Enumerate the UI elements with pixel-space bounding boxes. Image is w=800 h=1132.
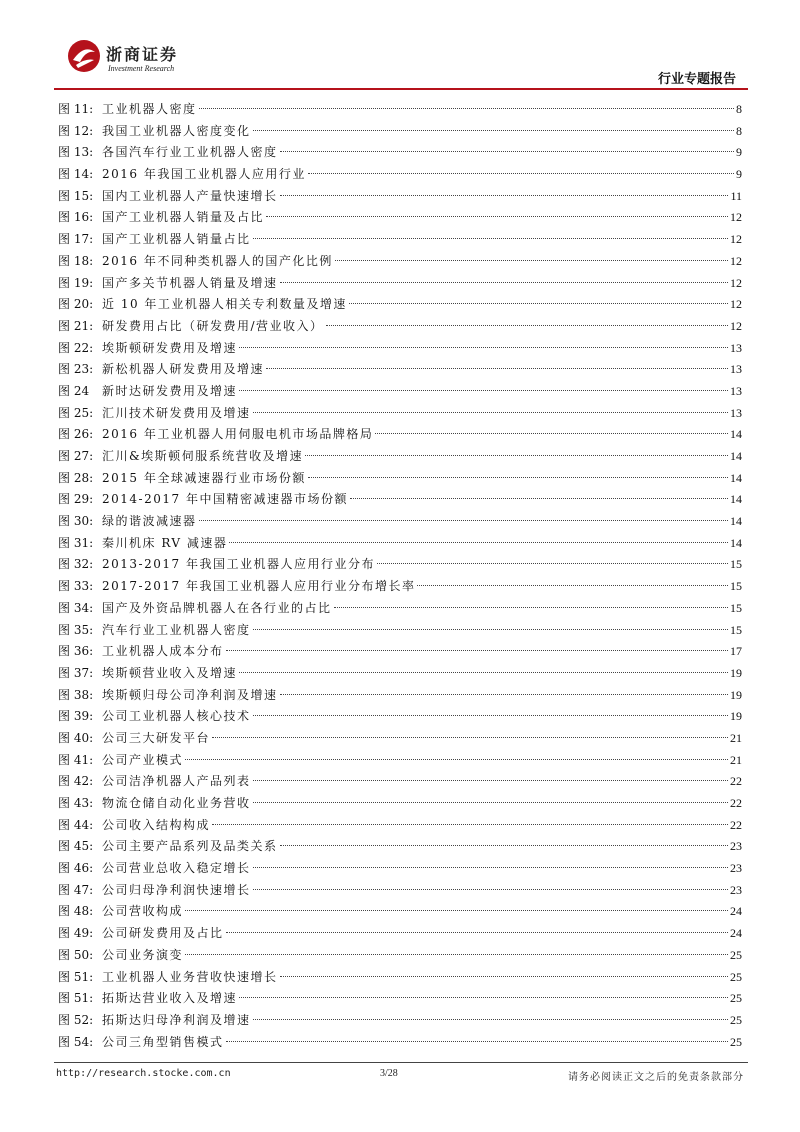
toc-entry-title: 埃斯顿营业收入及增速 xyxy=(102,665,238,680)
toc-entry-leader xyxy=(226,1041,728,1042)
toc-entry-title: 公司研发费用及占比 xyxy=(102,926,224,941)
toc-entry-title: 埃斯顿研发费用及增速 xyxy=(102,340,238,355)
toc-entry-page: 14 xyxy=(730,449,742,463)
toc-entry-title: 埃斯顿归母公司净利润及增速 xyxy=(102,687,278,702)
toc-entry-title: 物流仓储自动化业务营收 xyxy=(102,796,251,810)
toc-entry-leader xyxy=(308,173,734,174)
toc-entry[interactable] xyxy=(58,229,742,251)
toc-entry[interactable] xyxy=(58,294,742,316)
toc-entry-page: 14 xyxy=(730,427,742,442)
toc-entry[interactable] xyxy=(58,923,742,945)
toc-entry-title: 新时达研发费用及增速 xyxy=(102,383,238,398)
toc-entry-label: 图 41: xyxy=(58,752,94,767)
toc-entry-page: 15 xyxy=(730,579,742,594)
toc-entry[interactable] xyxy=(58,685,742,707)
toc-entry-label: 图 32: xyxy=(58,557,94,572)
toc-entry-title: 2016 年我国工业机器人应用行业 xyxy=(102,167,306,182)
toc-entry[interactable] xyxy=(58,511,742,533)
toc-entry[interactable] xyxy=(58,99,742,121)
toc-entry-page: 8 xyxy=(736,102,742,116)
toc-entry-label: 图 40: xyxy=(58,730,94,745)
toc-entry-page: 13 xyxy=(730,362,742,377)
toc-entry-page: 19 xyxy=(730,687,742,702)
toc-entry[interactable] xyxy=(58,403,742,425)
toc-entry[interactable] xyxy=(58,207,742,229)
toc-entry-page: 19 xyxy=(730,665,742,680)
toc-entry-label: 图 27: xyxy=(58,449,94,463)
toc-entry-leader xyxy=(199,520,728,521)
toc-entry-page: 9 xyxy=(736,145,742,160)
toc-entry-label: 图 46: xyxy=(58,861,94,876)
toc-entry-leader xyxy=(239,997,728,998)
toc-entry-label: 图 36: xyxy=(58,644,94,659)
toc-entry-page: 13 xyxy=(730,383,742,398)
toc-entry[interactable] xyxy=(58,901,742,923)
toc-entry-page: 9 xyxy=(736,167,742,182)
toc-entry-leader xyxy=(280,151,734,152)
toc-entry-label: 图 44: xyxy=(58,817,94,832)
toc-entry[interactable] xyxy=(58,381,742,403)
toc-entry-title: 2016 年不同种类机器人的国产化比例 xyxy=(102,253,333,268)
toc-entry-leader xyxy=(226,650,728,651)
toc-entry-label: 图 47: xyxy=(58,882,94,897)
toc-entry[interactable] xyxy=(58,468,742,490)
toc-entry-leader xyxy=(185,759,728,760)
toc-entry-page: 15 xyxy=(730,600,742,615)
toc-entry-leader xyxy=(226,932,728,933)
toc-entry-leader xyxy=(185,954,728,955)
toc-entry-title: 国产及外资品牌机器人在各行业的占比 xyxy=(102,600,332,615)
toc-entry-label: 图 31: xyxy=(58,535,94,550)
toc-entry[interactable] xyxy=(58,988,742,1010)
toc-entry-leader xyxy=(349,303,728,304)
toc-entry-leader xyxy=(212,737,728,738)
toc-entry-page: 15 xyxy=(730,622,742,637)
toc-entry-page: 12 xyxy=(730,297,742,312)
toc-entry[interactable] xyxy=(58,1032,742,1054)
toc-entry-leader xyxy=(239,347,728,348)
toc-entry-title: 公司收入结构构成 xyxy=(102,817,211,832)
toc-entry-label: 图 21: xyxy=(58,318,94,333)
toc-entry[interactable] xyxy=(58,489,742,511)
toc-entry-title: 工业机器人成本分布 xyxy=(102,644,224,659)
toc-entry-label: 图 39: xyxy=(58,709,94,724)
toc-entry-title: 拓斯达归母净利润及增速 xyxy=(102,1012,251,1027)
toc-entry[interactable] xyxy=(58,598,742,620)
toc-entry-leader xyxy=(253,412,728,413)
toc-entry-title: 公司三大研发平台 xyxy=(102,730,211,745)
toc-entry-page: 25 xyxy=(730,1012,742,1027)
toc-entry-leader xyxy=(239,672,728,673)
toc-entry-label: 图 15: xyxy=(58,188,94,203)
toc-entry[interactable] xyxy=(58,446,742,468)
toc-entry-title: 工业机器人业务营收快速增长 xyxy=(102,969,278,984)
toc-entry-label: 图 12: xyxy=(58,123,94,138)
toc-entry-page: 24 xyxy=(730,926,742,941)
toc-entry-title: 各国汽车行业工业机器人密度 xyxy=(102,145,278,160)
toc-entry-label: 图 13: xyxy=(58,145,94,160)
toc-entry[interactable] xyxy=(58,793,742,815)
toc-entry-label: 图 54: xyxy=(58,1034,94,1049)
toc-entry-page: 13 xyxy=(730,405,742,420)
footer-divider xyxy=(54,1062,748,1063)
toc-entry-page: 12 xyxy=(730,318,742,333)
toc-entry-label: 图 14: xyxy=(58,167,94,182)
toc-entry-title: 公司三角型销售模式 xyxy=(102,1034,224,1049)
company-name: 浙商证券 xyxy=(106,45,179,64)
toc-entry-page: 23 xyxy=(730,839,742,854)
toc-entry-label: 图 28: xyxy=(58,470,94,485)
toc-entry-page: 21 xyxy=(730,752,742,767)
toc-entry-page: 12 xyxy=(730,253,742,268)
toc-entry-leader xyxy=(253,889,728,890)
toc-entry-title: 公司业务演变 xyxy=(102,947,184,962)
toc-entry-leader xyxy=(253,780,728,781)
toc-entry-title: 国产工业机器人销量及占比 xyxy=(102,210,265,225)
toc-entry[interactable] xyxy=(58,815,742,837)
toc-entry-label: 图 37: xyxy=(58,665,94,680)
toc-entry-label: 图 20: xyxy=(58,297,94,312)
toc-entry-page: 21 xyxy=(730,730,742,745)
toc-entry-label: 图 22: xyxy=(58,340,94,355)
toc-entry-leader xyxy=(280,282,728,283)
toc-entry-title: 公司产业模式 xyxy=(102,752,184,767)
footer-url[interactable]: http://research.stocke.com.cn xyxy=(56,1068,231,1079)
toc-entry-label: 图 48: xyxy=(58,904,94,919)
toc-entry-label: 图 30: xyxy=(58,514,94,529)
toc-entry-page: 12 xyxy=(730,210,742,225)
toc-entry-label: 图 33: xyxy=(58,579,94,594)
toc-entry-leader xyxy=(350,498,728,499)
toc-entry-title: 国产多关节机器人销量及增速 xyxy=(102,275,278,290)
toc-entry[interactable] xyxy=(58,858,742,880)
toc-entry[interactable] xyxy=(58,273,742,295)
toc-entry-label: 图 43: xyxy=(58,796,94,810)
toc-entry-leader xyxy=(266,216,728,217)
toc-entry[interactable] xyxy=(58,424,742,446)
toc-entry[interactable] xyxy=(58,164,742,186)
toc-entry-label: 图 29: xyxy=(58,492,94,507)
toc-entry-leader xyxy=(326,325,728,326)
toc-entry-page: 23 xyxy=(730,882,742,897)
toc-entry-page: 25 xyxy=(730,947,742,962)
toc-entry[interactable] xyxy=(58,338,742,360)
toc-entry-page: 25 xyxy=(730,969,742,984)
toc-entry[interactable] xyxy=(58,142,742,164)
toc-entry-leader xyxy=(253,238,728,239)
toc-entry-page: 24 xyxy=(730,904,742,919)
toc-entry-page: 25 xyxy=(730,1034,742,1049)
toc-entry-label: 图 18: xyxy=(58,253,94,268)
toc-entry-label: 图 51: xyxy=(58,969,94,984)
toc-entry-page: 17 xyxy=(730,644,742,659)
toc-entry[interactable] xyxy=(58,945,742,967)
toc-entry-leader xyxy=(335,260,728,261)
toc-entry-leader xyxy=(253,802,728,803)
report-type: 行业专题报告 xyxy=(657,72,736,87)
toc-entry-title: 汇川&埃斯顿伺服系统营收及增速 xyxy=(102,449,304,463)
toc-entry-title: 2015 年全球减速器行业市场份额 xyxy=(102,470,306,485)
toc-entry-leader xyxy=(185,910,728,911)
toc-entry-page: 13 xyxy=(730,340,742,355)
toc-entry[interactable] xyxy=(58,316,742,338)
toc-entry-title: 新松机器人研发费用及增速 xyxy=(102,362,265,377)
toc-entry-title: 近 10 年工业机器人相关专利数量及增速 xyxy=(102,297,347,312)
toc-entry-page: 11 xyxy=(730,188,742,203)
toc-entry-title: 绿的谐波减速器 xyxy=(102,514,197,529)
toc-entry-leader xyxy=(375,433,728,434)
toc-entry[interactable] xyxy=(58,641,742,663)
toc-entry[interactable] xyxy=(58,121,742,143)
toc-entry-label: 图 26: xyxy=(58,427,94,442)
toc-entry-leader xyxy=(253,130,734,131)
toc-entry[interactable] xyxy=(58,663,742,685)
toc-entry-page: 14 xyxy=(730,514,742,529)
toc-entry-label: 图 38: xyxy=(58,687,94,702)
toc-entry-title: 公司主要产品系列及品类关系 xyxy=(102,839,278,854)
toc-entry-title: 我国工业机器人密度变化 xyxy=(102,123,251,138)
toc-entry[interactable] xyxy=(58,836,742,858)
company-subtitle: Investment Research xyxy=(108,64,175,73)
toc-entry[interactable] xyxy=(58,186,742,208)
toc-entry-leader xyxy=(253,867,728,868)
toc-entry-leader xyxy=(266,368,728,369)
toc-entry-label: 图 49: xyxy=(58,926,94,941)
toc-entry-leader xyxy=(199,108,734,109)
toc-entry-page: 22 xyxy=(730,796,742,810)
toc-entry-title: 2014-2017 年中国精密减速器市场份额 xyxy=(102,492,348,507)
toc-entry-title: 秦川机床 RV 减速器 xyxy=(102,535,228,550)
toc-entry-title: 2013-2017 年我国工业机器人应用行业分布 xyxy=(102,557,375,572)
figure-list xyxy=(58,99,742,1053)
toc-entry-title: 国产工业机器人销量占比 xyxy=(102,232,251,247)
toc-entry-page: 14 xyxy=(730,535,742,550)
toc-entry-page: 15 xyxy=(730,557,742,572)
toc-entry-leader xyxy=(280,976,728,977)
toc-entry-title: 研发费用占比（研发费用/营业收入） xyxy=(102,318,324,333)
toc-entry[interactable] xyxy=(58,620,742,642)
toc-entry-leader xyxy=(229,542,728,543)
toc-entry-label: 图 35: xyxy=(58,622,94,637)
toc-entry-label: 图 17: xyxy=(58,232,94,247)
toc-entry[interactable] xyxy=(58,771,742,793)
toc-entry-leader xyxy=(377,563,728,564)
toc-entry-title: 国内工业机器人产量快速增长 xyxy=(102,188,278,203)
toc-entry-title: 公司工业机器人核心技术 xyxy=(102,709,251,724)
page-header xyxy=(0,0,800,90)
toc-entry-leader xyxy=(253,629,728,630)
toc-entry-label: 图 51: xyxy=(58,991,94,1006)
toc-entry[interactable] xyxy=(58,533,742,555)
toc-entry-leader xyxy=(280,694,728,695)
toc-entry[interactable] xyxy=(58,359,742,381)
toc-entry-label: 图 52: xyxy=(58,1012,94,1027)
toc-entry-label: 图 24 xyxy=(58,383,90,398)
toc-entry-leader xyxy=(280,845,728,846)
footer-disclaimer: 请务必阅读正文之后的免责条款部分 xyxy=(568,1072,744,1083)
toc-entry-label: 图 45: xyxy=(58,839,94,854)
toc-entry[interactable] xyxy=(58,880,742,902)
toc-entry-page: 12 xyxy=(730,275,742,290)
toc-entry-label: 图 11: xyxy=(58,102,94,116)
toc-entry-page: 12 xyxy=(730,232,742,247)
toc-entry-label: 图 34: xyxy=(58,600,94,615)
toc-entry-label: 图 16: xyxy=(58,210,94,225)
toc-entry-title: 拓斯达营业收入及增速 xyxy=(102,991,238,1006)
toc-entry-leader xyxy=(280,195,729,196)
toc-entry-leader xyxy=(305,455,728,456)
toc-entry-page: 22 xyxy=(730,817,742,832)
toc-entry-label: 图 25: xyxy=(58,405,94,420)
toc-entry[interactable] xyxy=(58,576,742,598)
toc-entry[interactable] xyxy=(58,1010,742,1032)
toc-entry[interactable] xyxy=(58,728,742,750)
toc-entry[interactable] xyxy=(58,750,742,772)
header-divider xyxy=(54,88,748,90)
toc-entry-label: 图 19: xyxy=(58,275,94,290)
toc-entry-title: 工业机器人密度 xyxy=(102,102,197,116)
toc-entry-page: 14 xyxy=(730,470,742,485)
toc-entry-leader xyxy=(417,585,728,586)
toc-entry[interactable] xyxy=(58,706,742,728)
toc-entry-page: 8 xyxy=(736,123,742,138)
toc-entry-title: 公司营收构成 xyxy=(102,904,184,919)
toc-entry[interactable] xyxy=(58,967,742,989)
toc-entry-leader xyxy=(239,390,728,391)
toc-entry-title: 2017-2017 年我国工业机器人应用行业分布增长率 xyxy=(102,579,416,594)
toc-entry-label: 图 23: xyxy=(58,362,94,377)
toc-entry-title: 2016 年工业机器人用伺服电机市场品牌格局 xyxy=(102,427,374,442)
toc-entry-page: 22 xyxy=(730,774,742,789)
toc-entry-leader xyxy=(253,715,728,716)
toc-entry-label: 图 50: xyxy=(58,947,94,962)
toc-entry-title: 公司归母净利润快速增长 xyxy=(102,882,251,897)
toc-entry-leader xyxy=(253,1019,728,1020)
toc-entry-page: 23 xyxy=(730,861,742,876)
toc-entry-page: 14 xyxy=(730,492,742,507)
toc-entry-title: 公司营业总收入稳定增长 xyxy=(102,861,251,876)
company-logo-icon xyxy=(64,38,104,74)
toc-entry[interactable] xyxy=(58,251,742,273)
toc-entry-page: 19 xyxy=(730,709,742,724)
toc-entry-page: 25 xyxy=(730,991,742,1006)
toc-entry-leader xyxy=(212,824,728,825)
toc-entry-leader xyxy=(308,477,728,478)
toc-entry-title: 公司洁净机器人产品列表 xyxy=(102,774,251,789)
toc-entry-title: 汇川技术研发费用及增速 xyxy=(102,405,251,420)
toc-entry-label: 图 42: xyxy=(58,774,94,789)
toc-entry[interactable] xyxy=(58,554,742,576)
toc-entry-leader xyxy=(334,607,728,608)
toc-entry-title: 汽车行业工业机器人密度 xyxy=(102,622,251,637)
page-indicator: 3/28 xyxy=(380,1068,398,1079)
